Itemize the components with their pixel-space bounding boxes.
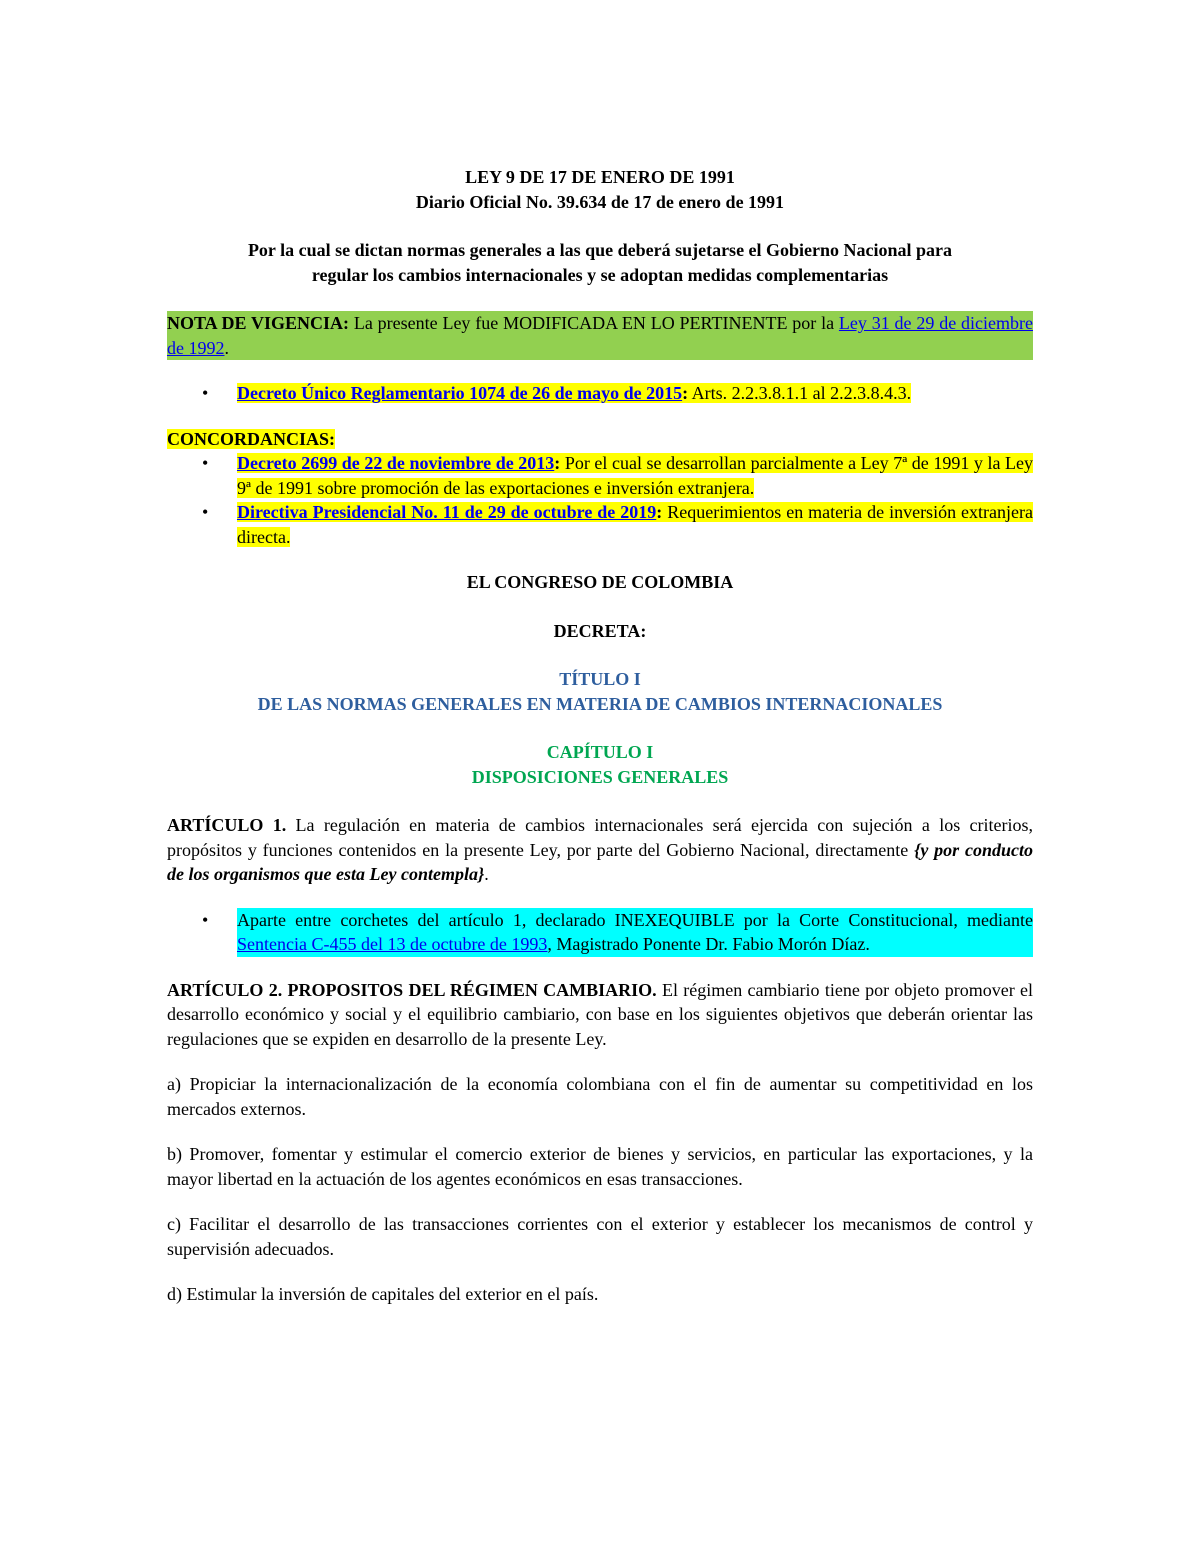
decreta-heading: DECRETA: <box>553 620 647 641</box>
bullet-icon: • <box>202 453 209 473</box>
congreso-heading: EL CONGRESO DE COLOMBIA <box>466 572 734 592</box>
vigencia-label: NOTA DE VIGENCIA: <box>167 313 350 333</box>
objetivo-c: c) Facilitar el desarrollo de las transacciones corrientes con el exterior y establecer los mecanismos de control y supervisión adecuados. <box>167 1214 1033 1259</box>
objetivo-a: a) Propiciar la internacionalización de la economía colombiana con el fin de aumentar su competitividad en los mercados externos. <box>167 1074 1033 1119</box>
concordancias-label: CONCORDANCIAS: <box>167 428 336 449</box>
decreto-unico-text: Arts. 2.2.3.8.1.1 al 2.2.3.8.4.3. <box>688 383 912 403</box>
concordancia-text: Requerimientos en materia de inversión extranjera directa. <box>237 502 1033 547</box>
bullet-icon: • <box>202 383 209 403</box>
concordancia-item: • Decreto 2699 de 22 de noviembre de 2013: Por el cual se desarrollan parcialmente a Ley 7ª de 1991 y la Ley 9ª de 1991 sobre promoción de las exportaciones e inversión extranjera. <box>202 453 1033 498</box>
capitulo-number: CAPÍTULO I <box>546 742 654 762</box>
objetivo-b: b) Promover, fomentar y estimular el comercio exterior de bienes y servicios, en particular las exportaciones, y la mayor libertad en la actuación de los agentes económicos en esas transacciones. <box>167 1144 1033 1189</box>
bullet-icon: • <box>202 502 209 522</box>
law-summary-line-1: Por la cual se dictan normas generales a las que deberá sujetarse el Gobierno Nacional para <box>247 240 953 260</box>
concordancia-item: • Directiva Presidencial No. 11 de 29 de octubre de 2019: Requerimientos en materia de inversión extranjera directa. <box>202 502 1033 547</box>
ley-31-link[interactable]: Ley 31 de 29 de diciembre de 1992 <box>167 313 1033 358</box>
articulo-1-label: ARTÍCULO 1. <box>167 815 287 835</box>
sentencia-c455-link[interactable]: Sentencia C-455 del 13 de octubre de 1993 <box>237 934 548 954</box>
capitulo-name: DISPOSICIONES GENERALES <box>471 766 729 787</box>
directiva-presidencial-link[interactable]: Directiva Presidencial No. 11 de 29 de octubre de 2019 <box>237 502 657 522</box>
decreto-unico-link[interactable]: Decreto Único Reglamentario 1074 de 26 de mayo de 2015 <box>237 383 683 403</box>
titulo-number: TÍTULO I <box>559 669 641 689</box>
articulo-2: ARTÍCULO 2. PROPOSITOS DEL RÉGIMEN CAMBIARIO. El régimen cambiario tiene por objeto promover el desarrollo económico y social y el equilibrio cambiario, con base en los siguientes objetivos que deberán orientar las regulaciones que se expiden en desarrollo de la presente Ley. <box>167 979 1033 1049</box>
vigencia-note: NOTA DE VIGENCIA: La presente Ley fue MODIFICADA EN LO PERTINENTE por la Ley 31 de 29 de diciembre de 1992. <box>167 311 1033 360</box>
objetivo-d: d) Estimular la inversión de capitales del exterior en el país. <box>167 1284 599 1304</box>
decreto-2699-link[interactable]: Decreto 2699 de 22 de noviembre de 2013 <box>237 453 555 473</box>
bracketed-text: {y por conducto de los organismos que esta Ley contempla} <box>167 839 1033 884</box>
inexequible-note: • Aparte entre corchetes del artículo 1, declarado INEXEQUIBLE por la Corte Constitucional, mediante Sentencia C-455 del 13 de octubre de 1993, Magistrado Ponente Dr. Fabio Morón Díaz. <box>167 908 1033 957</box>
vigencia-text: La presente Ley fue MODIFICADA EN LO PERTINENTE por la <box>349 313 839 333</box>
concordancia-text: Por el cual se desarrollan parcialmente a Ley 7ª de 1991 y la Ley 9ª de 1991 sobre promoción de las exportaciones e inversión extranjera. <box>237 453 1033 498</box>
law-summary-line-2: regular los cambios internacionales y se adoptan medidas complementarias <box>311 264 889 285</box>
law-title: LEY 9 DE 17 DE ENERO DE 1991 <box>465 167 735 187</box>
gazette-reference: Diario Oficial No. 39.634 de 17 de enero de 1991 <box>415 191 785 212</box>
bullet-icon: • <box>202 909 209 930</box>
titulo-name: DE LAS NORMAS GENERALES EN MATERIA DE CAMBIOS INTERNACIONALES <box>257 693 943 714</box>
articulo-1: ARTÍCULO 1. La regulación en materia de cambios internacionales será ejercida con sujeción a los criterios, propósitos y funciones contenidos en la presente Ley, por parte del Gobierno Nacional, directamente {y por conducto de los organismos que esta Ley contempla}. <box>167 815 1033 884</box>
decreto-unico-item: • Decreto Único Reglamentario 1074 de 26 de mayo de 2015: Arts. 2.2.3.8.1.1 al 2.2.3.8.4.3. <box>167 381 1033 406</box>
articulo-2-label: ARTÍCULO 2. PROPOSITOS DEL RÉGIMEN CAMBIARIO. <box>167 979 657 1000</box>
